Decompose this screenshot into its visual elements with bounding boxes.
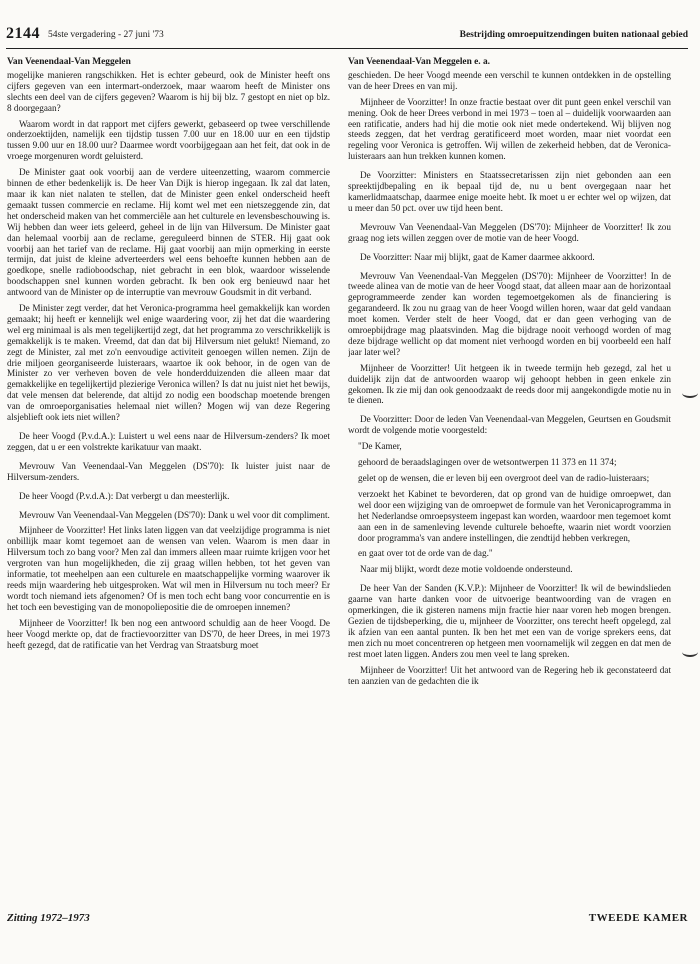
left-running-heading: Van Veenendaal-Van Meggelen [7, 57, 131, 67]
session-label: Zitting 1972–1973 [7, 912, 90, 924]
page-footer [7, 912, 688, 930]
left-column [7, 57, 330, 909]
paragraph: Mijnheer de Voorzitter! Het links laten liggen van dat veelzijdige programma is niet onbillijk maar komt tegemoet aan de wensen van velen. Waarom is men daar in Hilversum toch zo bang voor? Men zal dan immers alleen maar ruimte krijgen voor het vergroten van hun mogelijkheden, die zij graag willen hebben, tot het geven van informatie, tot meehelpen aan een culturele en maatschappelijke vorming waarover ik reeds mijn waardering heb uitgesproken. Wat wil men in Hilversum nu toch meer? Er wordt toch niemand iets afgenomen? Of is men toch echt bang voor concurrentie en is het toch een bevestiging van de monopoliepositie die de omroepen innemen? [7, 525, 330, 612]
paragraph: De Minister gaat ook voorbij aan de verdere uiteenzetting, waarom commercie binnen de ether bedenkelijk is. De heer Van Dijk is hierop ingegaan. Ik zal dat laten, maar ik kan niet nalaten te stellen, dat de Minister geen enkel onderscheid heeft gemaakt tussen commercie en reclame. Hij komt wel met een nietszeggende zin, dat het onderscheid maken van het commerciële aan het culturele en levensbeschouwing is. Wij hebben dan weer iets geleerd, geheel in de lijn van Hilversum. De Minister gaat dan helemaal voorbij aan de reclame, gereguleerd binnen de STER. Hij gaat ook voorbij aan het tarief van de reclame. Hij gaat voorbij aan mijn opmerking in eerste termijn, dat juist de kleine adverteerders wel eens behoefte kunnen hebben aan de goedkope, snelle radioboodschap, niet gebracht in een blok, waardoor wisselende boodschappen snel kunnen worden gebracht. Ik ben ook erg benieuwd naar het antwoord van de Minister op de interruptie van mevrouw Goudsmit in dit verband. [7, 167, 330, 298]
page-header [6, 25, 688, 46]
paragraph: Waarom wordt in dat rapport met cijfers gewerkt, gebaseerd op twee verschillende onderzoektijden, namelijk een tijdstip tussen 7.00 uur en 18.00 uur en een tijdstip tussen 9.00 uur en 18.00 uur? Daarmee wordt voorbijgegaan aan het feit, dat ook in de vroege morgenuren wordt geluisterd. [7, 118, 330, 162]
paragraph: Mijnheer de Voorzitter! In onze fractie bestaat over dit punt geen enkel verschil van mening. Ook de heer Drees verbond in mei 1973 – toen al – duidelijk voorwaarden aan een ratificatie, anders had hij die motie ook niet mede ondertekend. Wij blijven nog steeds zeggen, dat het verdrag geratificeerd moet worden, maar niet voordat een regeling voor Veronica is getroffen. Wij willen de zekerheid hebben, dat de Veronica-luisteraars aan hun trekken kunnen komen. [348, 96, 671, 162]
motion-text: "De Kamer, [358, 441, 402, 452]
motion-text: verzoekt het Kabinet te bevorderen, dat op grond van de huidige omroepwet, dan wel door een wijziging van de omroepwet de formule van het Veronicaprogramma in het Nederlandse omroepsysteem ingepast kan worden, waardoor men tegemoet komt aan een in de samenleving levende culturele behoefte, waarin niet wordt voorzien door programma's van andere instellingen, die zendtijd hebben verkregen, [358, 488, 671, 543]
motion-text: gelet op de wensen, die er leven bij een overgroot deel van de radio-luisteraars; [358, 473, 650, 483]
margin-mark [682, 647, 698, 657]
paragraph: De Voorzitter: Ministers en Staatssecretarissen zijn niet gebonden aan een spreektijdbepaling en ik bepaal tijd de, nu u bent overgegaan naar het kamerlidmaatschap, daarmee enige moeite hebt. Ik moet u er echter wel op wijzen, dat u meer dan 50 pct. over uw tijd heen bent. [348, 170, 671, 213]
paragraph: De Voorzitter: Naar mij blijkt, gaat de Kamer daarmee akkoord. [360, 251, 595, 262]
paragraph: Mijnheer de Voorzitter! Uit hetgeen ik in tweede termijn heb gezegd, zal het u duidelijk zijn dat de antwoorden waarop wij gehoopt hebben in geen enkele zin gekomen. Ik zie mij dan ook genoodzaakt de reeds door mij aangekondigde motie nu in te dienen. [348, 362, 671, 406]
paragraph: Naar mij blijkt, wordt deze motie voldoende ondersteund. [360, 564, 573, 575]
paragraph: Mevrouw Van Veenendaal-Van Meggelen (DS'70): Mijnheer de Voorzitter! In de tweede alinea van de motie van de heer Voogd staat, dat alleen maar aan de horizontaal geprogrammeerde zender kan worden tegemoetgekomen als de financiering is gegarandeerd. Ik zou nu graag van de heer Voogd willen horen, waar dat geld vandaan moet komen. Verder stelt de heer Voogd, dat er dan geen verhoging van de omroepbijdrage mag plaatsvinden. Mag die bijdrage nooit verhoogd worden of mag deze bijdrage wellicht op dat moment niet verhoogd worden en bij voorbeeld een half jaar later wel? [348, 270, 671, 357]
margin-mark [682, 388, 698, 398]
right-column [348, 57, 671, 909]
header-rule [6, 48, 688, 49]
paragraph: Mevrouw Van Veenendaal-Van Meggelen (DS'70): Dank u wel voor dit compliment. [19, 509, 330, 520]
motion-text: en gaat over tot de orde van de dag." [358, 548, 493, 559]
paragraph: De heer Voogd (P.v.d.A.): Luistert u wel eens naar de Hilversum-zenders? Ik moet zeggen, dat u er een volstrekte karikatuur van maakt. [7, 431, 330, 452]
paragraph: De Voorzitter: Door de leden Van Veenendaal-van Meggelen, Geurtsen en Goudsmit wordt de volgende motie voorgesteld: [348, 414, 671, 436]
meeting-date: 54ste vergadering - 27 juni '73 [48, 30, 164, 40]
paragraph: De heer Van der Sanden (K.V.P.): Mijnheer de Voorzitter! Ik wil de bewindslieden gaarne van harte danken voor de uitvoerige beantwoording van de vragen en opmerkingen, die ik gisteren namens mijn fractie hier naar voren heb mogen brengen. Gezien de tijdsbeperking, die u, mijnheer de Voorzitter, ons terecht heeft opgelegd, zal ik afzien van een aantal punten. Ik ben het met een van de vorige sprekers eens, dat men zich nu moet concentreren op hetgeen men voornamelijk wil zeggen en dat men de rest moet laten liggen. Anders zou men veel te lang spreken. [348, 583, 671, 659]
paragraph: Mijnheer de Voorzitter! Ik ben nog een antwoord schuldig aan de heer Voogd. De heer Voogd merkte op, dat de fractievoorzitter van DS'70, de heer Drees, in mei 1973 heeft gezegd, dat de ratificatie van het Verdrag van Straatsburg moet [7, 617, 330, 650]
paragraph: geschieden. De heer Voogd meende een verschil te kunnen ontdekken in de opstelling van de heer Drees en van mij. [348, 69, 671, 91]
paragraph: Mevrouw Van Veenendaal-Van Meggelen (DS'70): Ik luister juist naar de Hilversum-zenders. [7, 460, 330, 482]
paragraph: Mevrouw Van Veenendaal-Van Meggelen (DS'70): Mijnheer de Voorzitter! Ik zou graag nog iets willen zeggen over de motie van de heer Voogd. [348, 221, 671, 243]
paragraph: De heer Voogd (P.v.d.A.): Dat verbergt u dan meesterlijk. [19, 490, 230, 501]
motion-text: gehoord de beraadslagingen over de wetsontwerpen 11 373 en 11 374; [358, 457, 617, 468]
chamber-label: TWEEDE KAMER [588, 912, 688, 924]
paragraph: De Minister zegt verder, dat het Veronica-programma heel gemakkelijk kan worden gemaakt; hij heeft er kennelijk wel enige waardering voor, zij het dat die waardering wel erg minimaal is als men tegelijkertijd zegt, dat het programma zo verschrikkelijk is gemakkelijk is te maken. Vreemd, dat dan dat bij Hilversum niet gelukt! Niemand, zo zegt de Minister, zal met zo'n eenvoudige activiteit genoegen willen nemen. Zijn de drie miljoen georganiseerde luisteraars, waartoe ik ook behoor, in de ogen van de Minister zo ver verheven boven de vele honderdduizenden die alleen maar dat gemakkelijke en tegelijkertijd plezierige Veronica willen? Is dat nu juist niet het bewijs, dat vele mensen dat belerende, dat altijd zo nodig een boodschap moetende brengen van de omroeporganisaties helemaal niet willen? Mogen wij van deze Regering alsjeblieft ook iets niet willen? [7, 303, 330, 423]
paragraph: Mijnheer de Voorzitter! Uit het antwoord van de Regering heb ik geconstateerd dat ten aanzien van de gedachten die ik [348, 664, 671, 686]
right-running-heading: Van Veenendaal-Van Meggelen e. a. [348, 57, 491, 67]
paragraph: mogelijke manieren rangschikken. Het is echter gebeurd, ook de Minister heeft ons cijfers gegeven van een intermart-onderzoek, maar waarom heeft de Minister ons slechts een deel van de cijfers gegeven? Waarom is hij bij blz. 7 gestopt en niet op blz. 8 doorgegaan? [7, 69, 330, 113]
page-number: 2144 [6, 25, 40, 42]
document-subject: Bestrijding omroepuitzendingen buiten nationaal gebied [459, 30, 688, 40]
